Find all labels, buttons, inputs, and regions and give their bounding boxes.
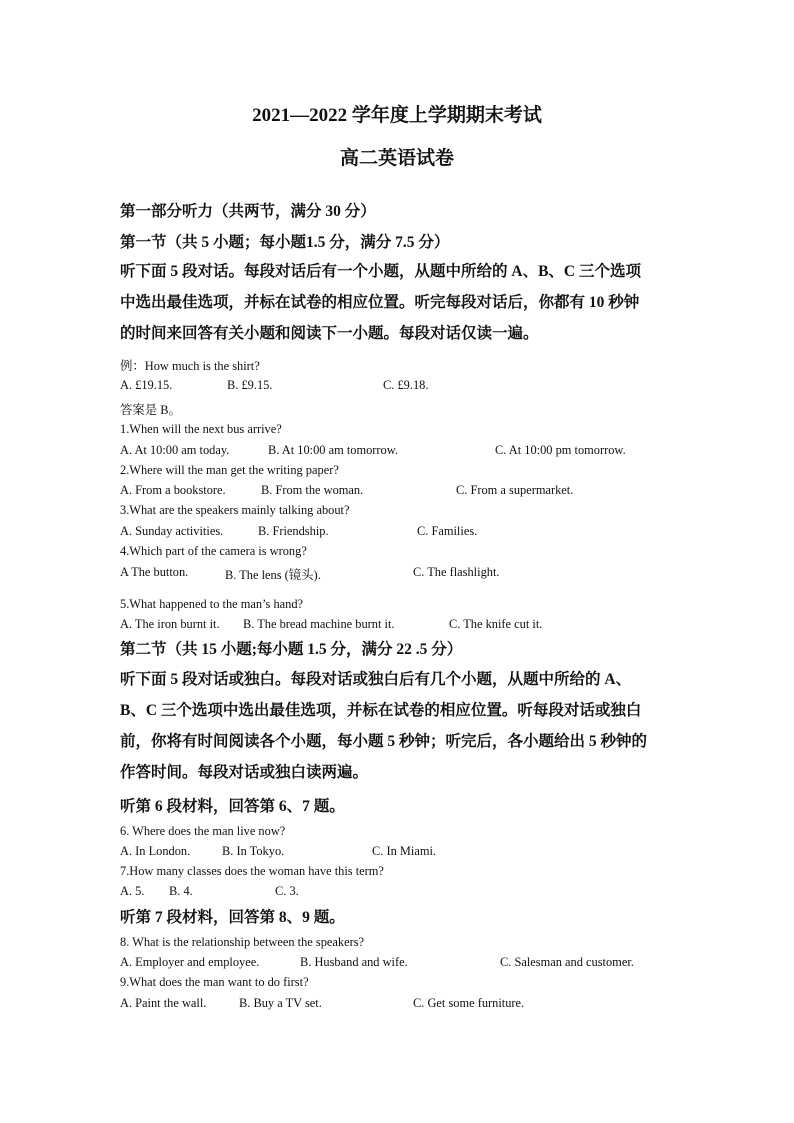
question-9: 9.What does the man want to do first? [120,975,309,989]
option-c: C. The knife cut it. [449,617,543,631]
option-a: A. Paint the wall. [120,996,207,1010]
option-a: A. 5. [120,884,145,898]
group-heading-7: 听第 7 段材料，回答第 8、9 题。 [120,909,345,926]
section2-heading: 第二节（共 15 小题;每小题 1.5 分，满分 22 .5 分） [120,641,463,658]
option-b: B. £9.15. [227,378,273,392]
option-a: A. From a bookstore. [120,483,226,497]
question-2: 2.Where will the man get the writing paper? [120,463,339,477]
option-c: C. 3. [275,884,299,898]
example-question: 例：How much is the shirt? [120,359,260,373]
exam-subtitle: 高二英语试卷 [339,148,454,169]
option-c: C. Get some furniture. [413,996,525,1010]
question-8: 8. What is the relationship between the speakers? [120,935,365,949]
section2-instructions [120,664,680,788]
option-a: A. In London. [120,844,191,858]
option-b: B. Husband and wife. [300,955,408,969]
instruction-line: 作答时间。每段对话或独白读两遍。 [120,764,369,781]
option-a: A The button. [120,565,189,579]
option-c: C. From a supermarket. [456,483,574,497]
option-b: B. Friendship. [258,524,329,538]
option-b: B. The lens (镜头). [225,568,321,582]
exam-title: 2021—2022 学年度上学期期末考试 [252,105,542,126]
option-b: B. In Tokyo. [222,844,285,858]
option-c: C. The flashlight. [413,565,500,579]
group-heading-6: 听第 6 段材料，回答第 6、7 题。 [120,798,345,815]
question-5: 5.What happened to the man’s hand? [120,597,304,611]
option-c: C. Salesman and customer. [500,955,634,969]
example-answer: 答案是 B。 [120,403,181,417]
question-3: 3.What are the speakers mainly talking about? [120,503,350,517]
option-a: A. Sunday activities. [120,524,224,538]
option-a: A. Employer and employee. [120,955,260,969]
option-c: C. In Miami. [372,844,437,858]
question-7: 7.How many classes does the woman have this term? [120,864,384,878]
part1-heading: 第一部分听力（共两节，满分 30 分） [120,203,376,220]
instruction-line: B、C 三个选项中选出最佳选项，并标在试卷的相应位置。听每段对话或独白 [120,702,642,719]
option-a: A. The iron burnt it. [120,617,220,631]
option-b: B. Buy a TV set. [239,996,322,1010]
instruction-line: 中选出最佳选项，并标在试卷的相应位置。听完每段对话后，你都有 10 秒钟 [120,294,640,311]
question-1: 1.When will the next bus arrive? [120,422,282,436]
option-c: C. £9.18. [383,378,429,392]
section1-heading: 第一节（共 5 小题；每小题1.5 分，满分 7.5 分） [120,234,450,251]
instruction-line: 前，你将有时间阅读各个小题，每小题 5 秒钟；听完后，各小题给出 5 秒钟的 [120,733,648,750]
option-a: A. At 10:00 am today. [120,443,230,457]
instruction-line: 的时间来回答有关小题和阅读下一小题。每段对话仅读一遍。 [120,325,539,342]
instruction-line: 听下面 5 段对话。每段对话后有一个小题，从题中所给的 A、B、C 三个选项 [120,263,641,280]
option-b: B. From the woman. [261,483,364,497]
option-b: B. The bread machine burnt it. [243,617,395,631]
option-c: C. At 10:00 pm tomorrow. [495,443,626,457]
option-b: B. 4. [169,884,193,898]
option-a: A. £19.15. [120,378,173,392]
option-c: C. Families. [417,524,478,538]
question-6: 6. Where does the man live now? [120,824,286,838]
instruction-line: 听下面 5 段对话或独白。每段对话或独白后有几个小题，从题中所给的 A、 [120,671,632,688]
question-4: 4.Which part of the camera is wrong? [120,544,307,558]
option-b: B. At 10:00 am tomorrow. [268,443,398,457]
section1-instructions [120,256,680,349]
